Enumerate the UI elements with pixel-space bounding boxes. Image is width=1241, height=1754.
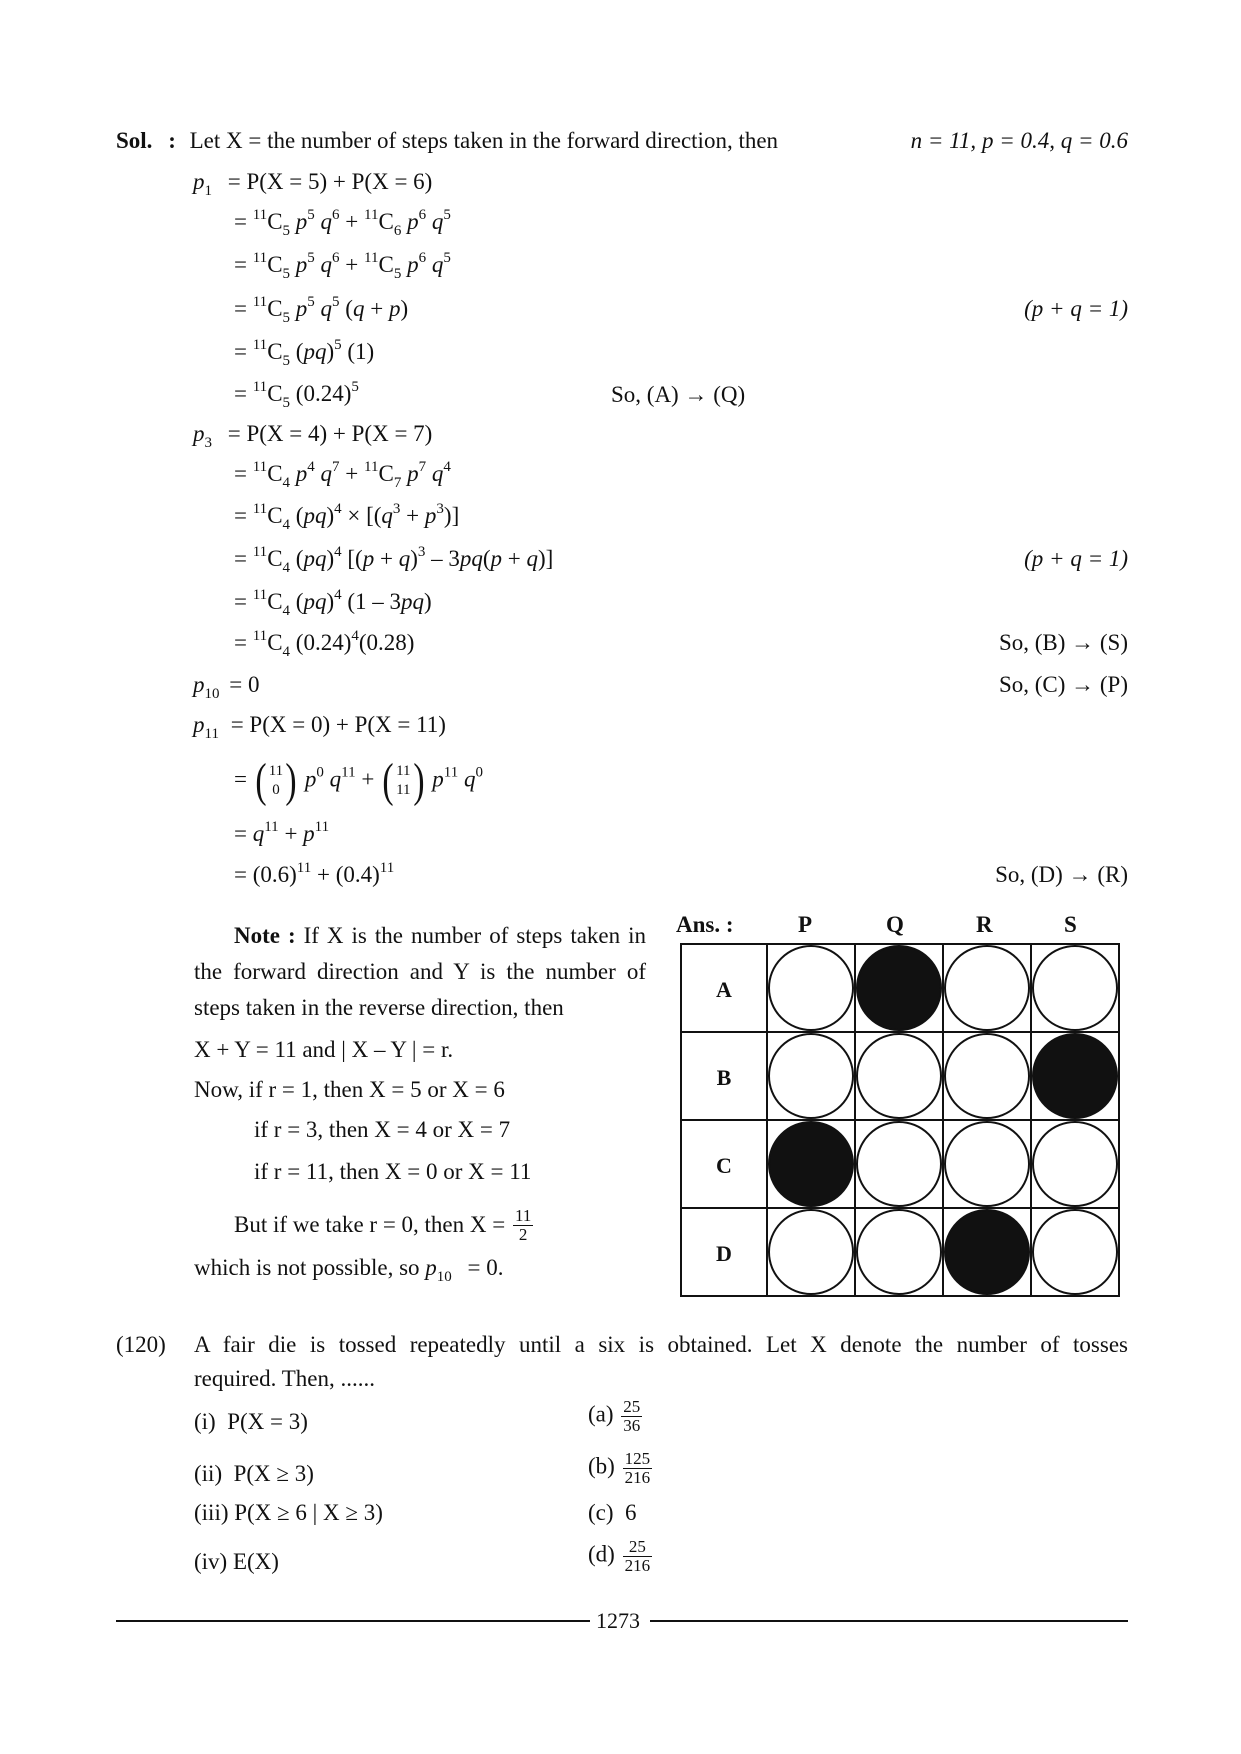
empty-bubble: [856, 1033, 942, 1119]
answer-cell: [1031, 1120, 1119, 1208]
empty-bubble: [856, 1209, 942, 1295]
option-b: (b) $\frac{125}{216}$: [588, 1449, 651, 1487]
option-ii: (ii) P(X ≥ 3): [194, 1461, 314, 1486]
empty-bubble: [944, 945, 1030, 1031]
filled-bubble: [768, 1121, 854, 1207]
question-number: (120): [116, 1332, 166, 1357]
answer-cell: [767, 1032, 855, 1120]
p3-line-6: = $^{11}C_4$ $(0.24)^4(0.28)$: [234, 628, 415, 660]
sol-label: Sol.: [116, 128, 153, 153]
p3-line-3: = $^{11}C_4$ $(pq)^4 \times [(q^3 + p^3)]$: [234, 501, 460, 533]
page-number: 1273: [596, 1608, 640, 1633]
so-c-match: So, (C) → (P): [998, 672, 1128, 697]
p1-line-6: = $^{11}C_5$ $(0.24)^5$: [234, 379, 359, 411]
filled-bubble: [856, 945, 942, 1031]
q-value: q = 0.6: [1060, 128, 1128, 153]
empty-bubble: [1032, 945, 1118, 1031]
p11-line-4: = $(0.6)^{11} + (0.4)^{11}$: [234, 860, 395, 887]
so-b-match: So, (B) → (S): [998, 630, 1128, 655]
p1-symbol: p: [193, 169, 205, 194]
note-text: If X is the number of steps taken in the forward direction and Y is the number of steps taken in the reverse direction, then: [194, 923, 647, 1020]
p11-binomial-line: = ( 11 0 ) $p^0$ $q^{11}$ + ( 11 11 ) $p^{11}$ $q^0$: [234, 754, 483, 807]
p3-line-5: = $^{11}C_4$ (pq)$^4$ (1 – 3pq): [234, 587, 432, 619]
p3-expr: = P(X = 4) + P(X = 7): [227, 421, 433, 446]
p3-line-1: [193, 421, 433, 451]
p1-pq-note: (p + q = 1): [1024, 296, 1128, 321]
p3-line-2: = $^{11}C_4$ $p^4$ $q^7 + ^{11}C_7$ $p^7$ $q^4$: [234, 459, 451, 491]
filled-bubble: [944, 1209, 1030, 1295]
p11-subscript: 11: [204, 726, 219, 742]
answer-cell: [1031, 1032, 1119, 1120]
eleven-half-fraction: $\frac{11}{2}$: [514, 1206, 532, 1244]
option-a: (a) $\frac{25}{36}$: [588, 1397, 641, 1435]
row-label: A: [681, 944, 767, 1032]
row-label: B: [681, 1032, 767, 1120]
col-header-q: Q: [886, 912, 904, 937]
col-header-s: S: [1064, 912, 1077, 937]
answer-row-d: [681, 1208, 1119, 1296]
answer-cell: [855, 1208, 943, 1296]
p1-line-3: = $^{11}C_5$ $p^5$ $q^6 + ^{11}C_5$ $p^6$ $q^5$: [234, 250, 451, 282]
answer-row-b: [681, 1032, 1119, 1120]
p10-symbol: p: [193, 672, 205, 697]
note-but-line: [234, 1207, 535, 1244]
p1-expr: = P(X = 5) + P(X = 6): [227, 169, 433, 194]
solution-intro: [116, 129, 1128, 152]
note-which-text: which is not possible, so: [194, 1255, 420, 1280]
p3-pq-note: (p + q = 1): [1024, 546, 1128, 571]
empty-bubble: [768, 945, 854, 1031]
answer-row-a: [681, 944, 1119, 1032]
note-paragraph: [194, 918, 646, 1026]
sol-params: [911, 129, 1128, 152]
sol-intro-text: Let X = the number of steps taken in the forward direction, then: [189, 128, 779, 153]
empty-bubble: [944, 1121, 1030, 1207]
note-p10-sub: 10: [436, 1269, 452, 1285]
answer-grid: [680, 943, 1120, 1297]
empty-bubble: [1032, 1121, 1118, 1207]
note-xy-relation: X + Y = 11 and | X – Y | = r.: [194, 1037, 454, 1062]
footer-rule-right: [650, 1620, 1128, 1622]
note-r3: if r = 3, then X = 4 or X = 7: [254, 1117, 511, 1142]
p1-line-1: [193, 169, 433, 199]
p11-line-1: [193, 712, 446, 742]
empty-bubble: [768, 1033, 854, 1119]
p1-line-2: = $^{11}C_5$ $p^5$ $q^6 + ^{11}C_6$ $p^6$ $q^5$: [234, 207, 451, 239]
row-label: C: [681, 1120, 767, 1208]
answer-cell: [855, 944, 943, 1032]
answer-cell: [767, 1208, 855, 1296]
answer-label: Ans. :: [676, 912, 734, 937]
answer-cell: [1031, 1208, 1119, 1296]
empty-bubble: [944, 1033, 1030, 1119]
so-d-match: So, (D) → (R): [995, 862, 1128, 887]
row-label: D: [681, 1208, 767, 1296]
note-which-line: [194, 1255, 504, 1285]
note-but-text: But if we take r = 0, then X =: [234, 1211, 506, 1237]
answer-cell: [767, 944, 855, 1032]
p1-subscript: 1: [204, 183, 212, 199]
note-p10-end: = 0.: [467, 1255, 504, 1280]
filled-bubble: [1032, 1033, 1118, 1119]
p11-symbol: p: [193, 712, 205, 737]
note-r1: Now, if r = 1, then X = 5 or X = 6: [194, 1077, 505, 1102]
empty-bubble: [856, 1121, 942, 1207]
p3-subscript: 3: [204, 435, 212, 451]
p10-expr: = 0: [229, 672, 260, 697]
empty-bubble: [768, 1209, 854, 1295]
option-d: (d) $\frac{25}{216}$: [588, 1537, 651, 1575]
option-c: (c) 6: [588, 1500, 637, 1525]
answer-cell: [1031, 944, 1119, 1032]
p10-subscript: 10: [204, 686, 220, 702]
option-i: (i) P(X = 3): [194, 1409, 308, 1434]
answer-cell: [767, 1120, 855, 1208]
n-value: n = 11,: [910, 128, 977, 153]
note-r11: if r = 11, then X = 0 or X = 11: [254, 1159, 532, 1184]
answer-cell: [943, 1120, 1031, 1208]
option-iii: (iii) P(X ≥ 6 | X ≥ 3): [194, 1500, 383, 1525]
question-text-1: A fair die is tossed repeatedly until a six is obtained. Let X denote the number of tosses: [194, 1332, 1128, 1357]
sol-colon: :: [168, 128, 176, 153]
p11-expr: = P(X = 0) + P(X = 11): [230, 712, 446, 737]
answer-cell: [855, 1032, 943, 1120]
answer-cell: [943, 944, 1031, 1032]
p11-line-3: = $q^{11} + p^{11}$: [234, 819, 330, 846]
footer-rule-left: [116, 1620, 590, 1622]
p3-line-4: = $^{11}C_4$ (pq)$^4$ $[(p + q)^3 - 3pq(p + q)]$: [234, 544, 554, 576]
option-iv: (iv) E(X): [194, 1549, 279, 1574]
col-header-p: P: [798, 912, 813, 937]
p1-line-4: = $^{11}C_5$ $p^5$ $q^5$ (q + p): [234, 294, 409, 326]
so-a-match: So, (A) → (Q): [611, 382, 746, 407]
empty-bubble: [1032, 1209, 1118, 1295]
col-header-r: R: [976, 912, 993, 937]
note-p10-symbol: p: [425, 1255, 437, 1280]
p10-line: [193, 672, 260, 702]
answer-cell: [943, 1032, 1031, 1120]
answer-cell: [855, 1120, 943, 1208]
answer-cell: [943, 1208, 1031, 1296]
p1-line-5: = $^{11}C_5$ (pq)$^5$ (1): [234, 337, 375, 369]
answer-row-c: [681, 1120, 1119, 1208]
p-value: p = 0.4,: [981, 128, 1055, 153]
note-label: Note :: [234, 923, 296, 948]
question-text-2: required. Then, ......: [194, 1366, 375, 1391]
p3-symbol: p: [193, 421, 205, 446]
